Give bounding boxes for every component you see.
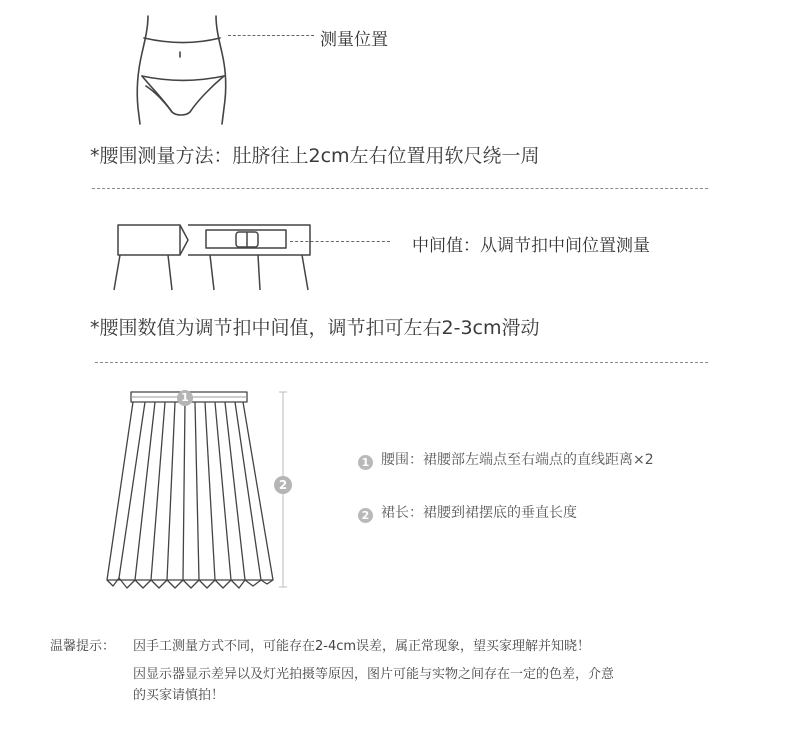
pointer-line-1 [228,35,314,36]
notice-line-2: 因显示器显示差异以及灯光拍摄等原因，图片可能与实物之间存在一定的色差，介意 [133,667,615,682]
divider-1 [92,188,708,189]
waist-definition [358,449,654,470]
marker-1-icon: 1 [358,455,373,470]
length-marker: 2 [274,476,292,494]
buckle-note-text: *腰围数值为调节扣中间值，调节扣可左右2-3cm滑动 [90,317,540,339]
waist-definition-text: 腰围：裙腰部左端点至右端点的直线距离×2 [381,452,654,468]
body-waist-illustration [120,8,240,128]
marker-2-icon: 2 [358,508,373,523]
length-definition [358,502,577,523]
waist-marker: 1 [177,390,193,406]
pointer-line-2 [290,241,390,242]
notice-line-3: 的买家请慎拍！ [133,688,225,703]
measure-position-label: 测量位置 [320,30,388,50]
divider-2 [95,362,708,363]
waist-method-text: *腰围测量方法：肚脐往上2cm左右位置用软尺绕一周 [90,145,540,167]
length-definition-text: 裙长：裙腰到裙摆底的垂直长度 [381,505,577,521]
notice-line-1: 因手工测量方式不同，可能存在2-4cm误差，属正常现象，望买家理解并知晓！ [133,639,591,654]
pleated-skirt-illustration [95,382,305,597]
waistband-buckle-illustration [110,210,320,300]
notice-label: 温馨提示： [50,639,116,654]
middle-value-label: 中间值：从调节扣中间位置测量 [412,236,650,256]
